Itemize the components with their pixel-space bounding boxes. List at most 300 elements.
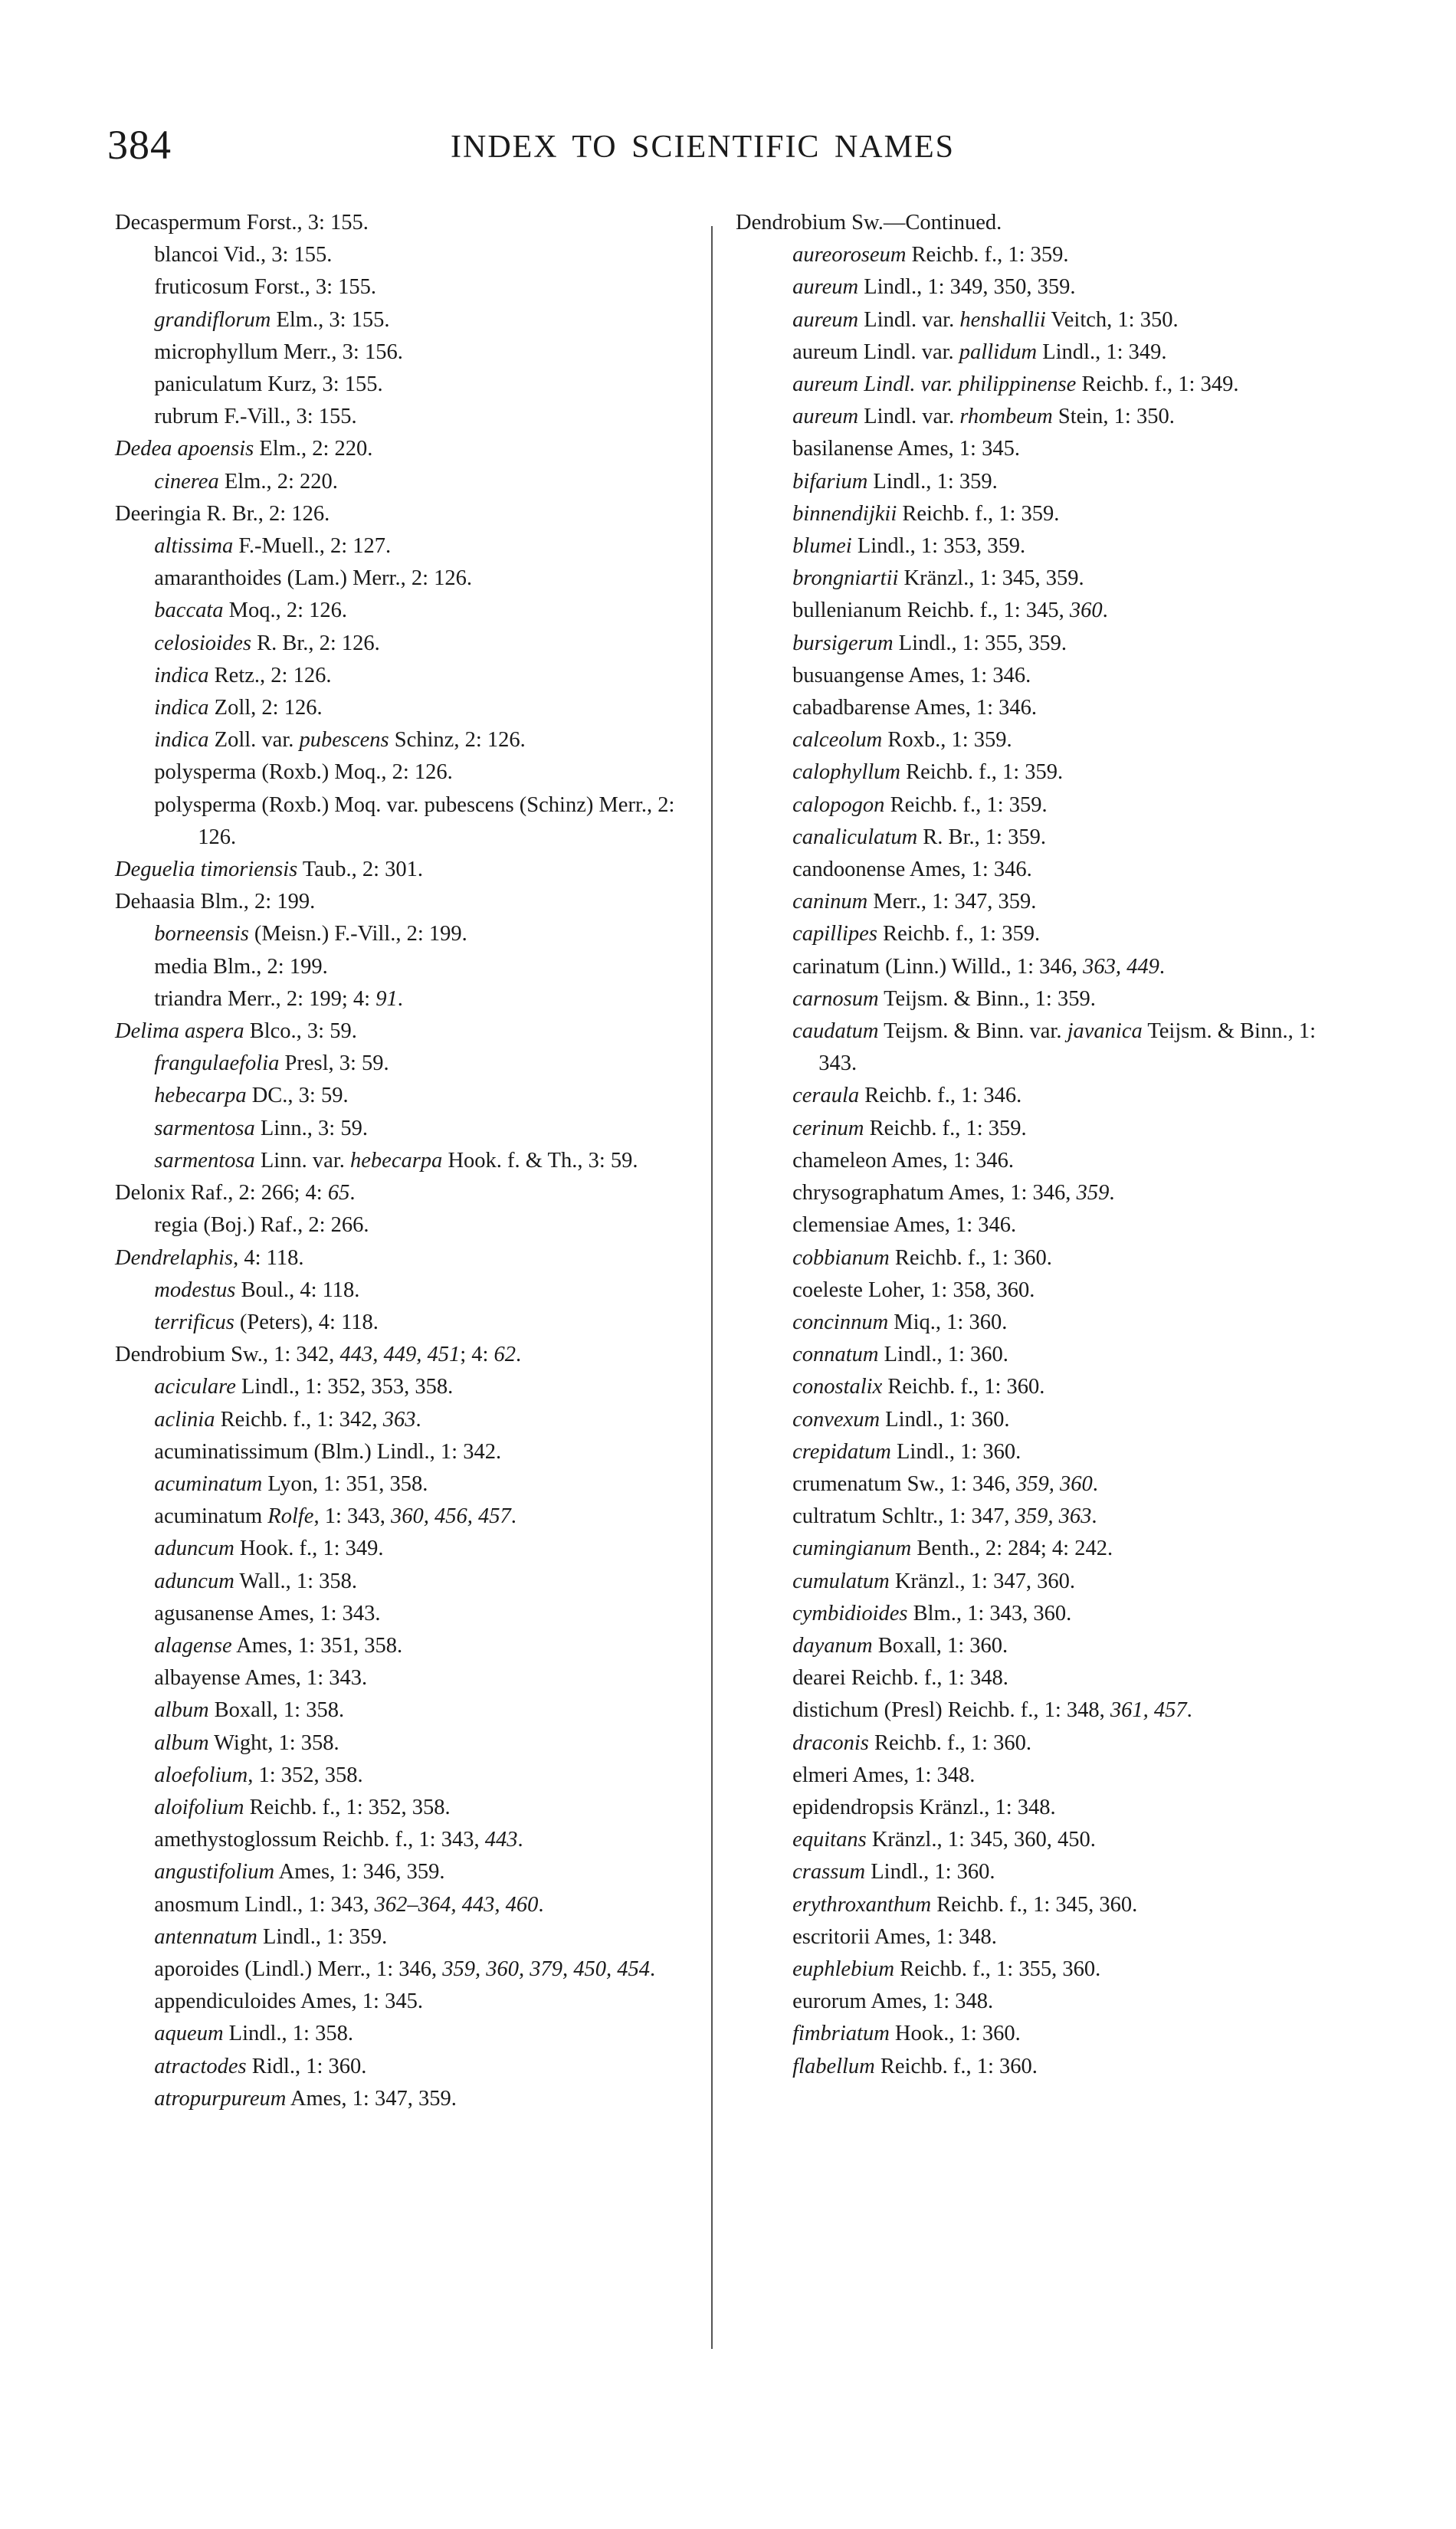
italic-text: canaliculatum: [792, 825, 918, 849]
italic-text: hebecarpa: [154, 1084, 247, 1108]
italic-text: calceolum: [792, 728, 883, 753]
entry-text: Merr., 1: 347, 359.: [867, 890, 1037, 914]
entry-text: polysperma (Roxb.) Moq., 2: 126.: [154, 760, 453, 785]
index-entry: [115, 530, 697, 563]
entry-text: Reichb. f., 1: 359.: [877, 922, 1041, 946]
italic-text: ceraula: [792, 1084, 860, 1108]
entry-text: Wall., 1: 358.: [234, 1569, 358, 1593]
index-entry: [115, 336, 697, 369]
entry-text: microphyllum Merr., 3: 156.: [154, 339, 403, 364]
italic-text: cumingianum: [792, 1537, 912, 1561]
entry-text: .: [1102, 599, 1108, 623]
index-entry: [736, 1145, 1326, 1177]
entry-text: elmeri Ames, 1: 348.: [792, 1763, 976, 1787]
entry-text: escritorii Ames, 1: 348.: [792, 1924, 997, 1949]
index-entry: [736, 1630, 1326, 1662]
italic-text: caudatum: [792, 1019, 879, 1044]
index-entry: [736, 1824, 1326, 1856]
italic-text: aloefolium: [154, 1763, 248, 1787]
italic-text: calopogon: [792, 792, 885, 817]
entry-text: Roxb., 1: 359.: [882, 728, 1012, 753]
index-entry: [736, 1371, 1326, 1403]
index-entry: [115, 1889, 697, 1921]
entry-text: , 4: 118.: [233, 1245, 304, 1270]
index-entry: [115, 1468, 697, 1501]
italic-text: hebecarpa: [350, 1148, 443, 1173]
index-entry: [115, 1080, 697, 1112]
entry-text: aporoides (Lindl.) Merr., 1: 346,: [154, 1957, 443, 1981]
entry-text: Ridl., 1: 360.: [246, 2054, 367, 2078]
index-entry: [736, 433, 1326, 465]
entry-text: Reichb. f., 1: 360.: [882, 1375, 1045, 1399]
entry-text: , 1: 352, 358.: [248, 1763, 363, 1787]
italic-text: 443: [484, 1828, 518, 1852]
index-column-right: [736, 207, 1326, 2083]
entry-text: Reichb. f., 1: 345, 360.: [931, 1892, 1138, 1917]
italic-text: 363: [382, 1407, 416, 1432]
entry-text: Lindl. var.: [858, 307, 960, 332]
italic-text: aduncum: [154, 1569, 234, 1593]
italic-text: 360: [1069, 599, 1103, 623]
italic-text: alagense: [154, 1633, 232, 1658]
entry-text: Lindl., 1: 359.: [867, 469, 998, 494]
index-entry: [115, 1630, 697, 1662]
entry-text: bullenianum Reichb. f., 1: 345,: [792, 599, 1070, 623]
entry-text: Zoll, 2: 126.: [208, 696, 323, 720]
italic-text: aciculare: [154, 1375, 236, 1399]
entry-text: appendiculoides Ames, 1: 345.: [154, 1989, 423, 2014]
italic-text: caninum: [792, 890, 868, 914]
index-entry: [736, 886, 1326, 918]
entry-text: regia (Boj.) Raf., 2: 266.: [154, 1213, 369, 1238]
index-entry: [736, 1889, 1326, 1921]
entry-text: Linn., 3: 59.: [254, 1116, 368, 1140]
index-entry: [115, 1921, 697, 1953]
italic-text: aureum: [792, 307, 859, 332]
italic-text: crassum: [792, 1860, 866, 1884]
entry-text: Reichb. f., 1: 359.: [906, 243, 1069, 267]
entry-text: Reichb. f., 1: 360.: [874, 2054, 1038, 2078]
entry-text: anosmum Lindl., 1: 343,: [154, 1892, 375, 1917]
entry-text: Stein, 1: 350.: [1052, 405, 1175, 429]
italic-text: Dedea apoensis: [115, 437, 254, 461]
index-entry: [115, 1404, 697, 1436]
italic-text: sarmentosa: [154, 1116, 255, 1140]
entry-text: Reichb. f., 1: 355, 360.: [894, 1957, 1101, 1981]
entry-text: Lindl., 1: 360.: [880, 1407, 1010, 1432]
entry-text: Taub., 2: 301.: [297, 858, 424, 882]
italic-text: aureum Lindl. var. philippinense: [792, 372, 1077, 397]
index-entry: [115, 1792, 697, 1824]
italic-text: aureoroseum: [792, 243, 907, 267]
italic-text: brongniartii: [792, 566, 899, 591]
entry-text: fruticosum Forst., 3: 155.: [154, 275, 377, 300]
index-entry: [736, 1339, 1326, 1371]
entry-text: agusanense Ames, 1: 343.: [154, 1601, 381, 1625]
index-entry: [736, 1404, 1326, 1436]
index-entry: [115, 724, 697, 756]
italic-text: 91: [375, 986, 398, 1011]
index-entry: [736, 595, 1326, 627]
entry-text: epidendropsis Kränzl., 1: 348.: [792, 1795, 1056, 1819]
italic-text: baccata: [154, 599, 224, 623]
italic-text: dayanum: [792, 1633, 873, 1658]
italic-text: henshallii: [959, 307, 1046, 332]
italic-text: convexum: [792, 1407, 880, 1432]
entry-text: Hook., 1: 360.: [889, 2022, 1021, 2046]
index-entry: [736, 1242, 1326, 1274]
entry-text: clemensiae Ames, 1: 346.: [792, 1213, 1017, 1238]
entry-text: .: [1091, 1504, 1097, 1529]
index-entry: [736, 2018, 1326, 2050]
entry-text: .: [516, 1343, 522, 1367]
index-entry: [736, 1436, 1326, 1468]
italic-text: 359, 363: [1015, 1504, 1092, 1529]
column-divider: [711, 226, 713, 2349]
index-entry: [115, 563, 697, 595]
italic-text: 359, 360: [1015, 1471, 1093, 1496]
italic-text: euphlebium: [792, 1957, 895, 1981]
index-entry: [736, 1598, 1326, 1630]
italic-text: cumulatum: [792, 1569, 890, 1593]
index-column-left: [115, 207, 697, 2115]
italic-text: antennatum: [154, 1924, 257, 1949]
index-entry: [736, 692, 1326, 724]
italic-text: bifarium: [792, 469, 868, 494]
italic-text: 65: [327, 1181, 350, 1205]
index-entry: [736, 724, 1326, 756]
entry-text: Lindl., 1: 360.: [878, 1343, 1008, 1367]
entry-text: paniculatum Kurz, 3: 155.: [154, 372, 383, 397]
entry-text: Delonix Raf., 2: 266; 4:: [115, 1181, 328, 1205]
index-entry: [115, 628, 697, 660]
page-title: INDEX TO SCIENTIFIC NAMES: [451, 130, 955, 165]
index-entry: [736, 1566, 1326, 1598]
entry-text: Lindl., 1: 349.: [1037, 339, 1167, 364]
index-entry: [736, 466, 1326, 498]
entry-text: Elm., 2: 220.: [218, 469, 338, 494]
italic-text: aureum: [792, 275, 859, 300]
entry-text: .: [1109, 1181, 1115, 1205]
index-entry: [115, 1436, 697, 1468]
italic-text: 360, 456, 457: [391, 1504, 511, 1529]
italic-text: blumei: [792, 534, 852, 559]
page-number: 384: [107, 122, 172, 168]
index-entry: [736, 1662, 1326, 1694]
entry-text: Boul., 4: 118.: [235, 1278, 360, 1302]
entry-text: Lyon, 1: 351, 358.: [262, 1471, 428, 1496]
italic-text: aureum: [792, 405, 859, 429]
italic-text: acuminatum: [154, 1471, 263, 1496]
index-entry: [115, 369, 697, 401]
entry-text: Elm., 2: 220.: [254, 437, 373, 461]
entry-text: .: [510, 1504, 516, 1529]
entry-text: Zoll. var.: [208, 728, 300, 753]
entry-text: Lindl., 1: 355, 359.: [893, 631, 1067, 655]
entry-text: polysperma (Roxb.) Moq. var. pubescens (Schinz) Merr., 2: 126.: [154, 792, 675, 849]
index-entry: [115, 1145, 697, 1177]
italic-text: cerinum: [792, 1116, 864, 1140]
italic-text: atropurpureum: [154, 2086, 287, 2111]
index-entry: [736, 789, 1326, 822]
entry-text: Reichb. f., 1: 359.: [900, 760, 1064, 785]
entry-text: Linn. var.: [254, 1148, 351, 1173]
entry-text: Teijsm. & Binn., 1: 343.: [818, 1019, 1317, 1076]
index-entry: [736, 1468, 1326, 1501]
italic-text: connatum: [792, 1343, 879, 1367]
index-entry: [115, 660, 697, 692]
index-entry: [736, 1177, 1326, 1209]
entry-text: Reichb. f., 1: 352, 358.: [244, 1795, 451, 1819]
entry-text: Lindl., 1: 359.: [257, 1924, 388, 1949]
index-entry: [736, 336, 1326, 369]
entry-text: Decaspermum Forst., 3: 155.: [115, 211, 369, 235]
italic-text: sarmentosa: [154, 1148, 255, 1173]
index-entry: [736, 369, 1326, 401]
italic-text: 362–364, 443, 460: [374, 1892, 539, 1917]
entry-text: .: [349, 1181, 356, 1205]
entry-text: .: [1159, 954, 1166, 979]
entry-text: DC., 3: 59.: [246, 1084, 349, 1108]
entry-text: Lindl., 1: 358.: [223, 2022, 353, 2046]
entry-text: Lindl., 1: 360.: [890, 1439, 1021, 1464]
index-entry: [115, 1566, 697, 1598]
index-entry: [736, 1209, 1326, 1242]
entry-text: chameleon Ames, 1: 346.: [792, 1148, 1015, 1173]
index-entry: [736, 1694, 1326, 1727]
index-entry: [736, 1727, 1326, 1760]
entry-text: Kränzl., 1: 345, 359.: [898, 566, 1084, 591]
index-entry: [115, 595, 697, 627]
index-entry: [115, 1242, 697, 1274]
entry-text: Lindl., 1: 360.: [865, 1860, 995, 1884]
index-entry: [115, 498, 697, 530]
index-entry: [115, 1760, 697, 1792]
entry-text: ; 4:: [460, 1343, 494, 1367]
entry-text: Reichb. f., 1: 342,: [215, 1407, 383, 1432]
entry-text: candoonense Ames, 1: 346.: [792, 858, 1032, 882]
entry-text: .: [517, 1828, 523, 1852]
entry-text: .: [1092, 1471, 1098, 1496]
italic-text: 443, 449, 451: [339, 1343, 461, 1367]
italic-text: album: [154, 1698, 209, 1723]
italic-text: carnosum: [792, 986, 879, 1011]
entry-text: Dendrobium Sw., 1: 342,: [115, 1343, 340, 1367]
entry-text: Ames, 1: 346, 359.: [274, 1860, 445, 1884]
italic-text: fimbriatum: [792, 2022, 890, 2046]
italic-text: aclinia: [154, 1407, 215, 1432]
index-entry: [115, 1533, 697, 1565]
italic-text: Delima aspera: [115, 1019, 244, 1044]
entry-text: Benth., 2: 284; 4: 242.: [911, 1537, 1113, 1561]
index-entry: [115, 1824, 697, 1856]
entry-text: amaranthoides (Lam.) Merr., 2: 126.: [154, 566, 473, 591]
index-entry: [115, 1339, 697, 1371]
index-entry: [736, 660, 1326, 692]
entry-text: crumenatum Sw., 1: 346,: [792, 1471, 1016, 1496]
entry-text: aureum Lindl. var.: [792, 339, 959, 364]
index-entry: [736, 1760, 1326, 1792]
italic-text: javanica: [1067, 1019, 1143, 1044]
entry-text: Kränzl., 1: 345, 360, 450.: [866, 1828, 1096, 1852]
entry-text: R. Br., 2: 126.: [251, 631, 380, 655]
entry-text: , 1: 343,: [313, 1504, 391, 1529]
entry-text: Lindl., 1: 353, 359.: [851, 534, 1026, 559]
entry-text: Schinz, 2: 126.: [389, 728, 526, 753]
italic-text: cinerea: [154, 469, 219, 494]
italic-text: pallidum: [959, 339, 1038, 364]
italic-text: crepidatum: [792, 1439, 891, 1464]
italic-text: bursigerum: [792, 631, 894, 655]
entry-text: (Peters), 4: 118.: [234, 1310, 379, 1334]
entry-text: Veitch, 1: 350.: [1045, 307, 1179, 332]
italic-text: binnendijkii: [792, 501, 897, 526]
italic-text: concinnum: [792, 1310, 889, 1334]
index-entry: [115, 1501, 697, 1533]
italic-text: indica: [154, 728, 209, 753]
index-entry: [736, 822, 1326, 854]
index-entry: [115, 951, 697, 983]
entry-text: .: [538, 1892, 544, 1917]
entry-text: .: [397, 986, 403, 1011]
index-entry: [736, 1533, 1326, 1565]
entry-text: Ames, 1: 347, 359.: [286, 2086, 457, 2111]
entry-text: Kränzl., 1: 347, 360.: [889, 1569, 1075, 1593]
italic-text: calophyllum: [792, 760, 900, 785]
italic-text: 359: [1076, 1181, 1110, 1205]
entry-text: F.-Muell., 2: 127.: [233, 534, 392, 559]
entry-text: .: [650, 1957, 656, 1981]
entry-text: Dehaasia Blm., 2: 199.: [115, 890, 316, 914]
italic-text: terrificus: [154, 1310, 234, 1334]
entry-text: Blco., 3: 59.: [244, 1019, 357, 1044]
index-entry: [115, 1113, 697, 1145]
index-entry: [115, 918, 697, 950]
entry-text: cultratum Schltr., 1: 347,: [792, 1504, 1015, 1529]
italic-text: aduncum: [154, 1537, 234, 1561]
index-entry: [115, 1274, 697, 1307]
entry-text: cabadbarense Ames, 1: 346.: [792, 696, 1038, 720]
entry-text: Elm., 3: 155.: [271, 307, 390, 332]
italic-text: frangulaefolia: [154, 1051, 280, 1076]
entry-text: Ames, 1: 351, 358.: [231, 1633, 403, 1658]
italic-text: indica: [154, 663, 209, 687]
italic-text: celosioides: [154, 631, 251, 655]
entry-text: Teijsm. & Binn., 1: 359.: [878, 986, 1096, 1011]
entry-text: Blm., 1: 343, 360.: [907, 1601, 1072, 1625]
entry-text: Reichb. f., 1: 360.: [889, 1245, 1052, 1270]
italic-text: Rolfe: [267, 1504, 314, 1529]
index-entry: [115, 1177, 697, 1209]
entry-text: coeleste Loher, 1: 358, 360.: [792, 1278, 1035, 1302]
entry-text: Lindl., 1: 352, 353, 358.: [235, 1375, 454, 1399]
index-entry: [736, 271, 1326, 303]
italic-text: Dendrelaphis: [115, 1245, 234, 1270]
italic-text: aqueum: [154, 2022, 224, 2046]
index-entry: [736, 1856, 1326, 1888]
italic-text: indica: [154, 696, 209, 720]
entry-text: busuangense Ames, 1: 346.: [792, 663, 1031, 687]
index-entry: [736, 1015, 1326, 1080]
index-entry: [736, 207, 1326, 239]
entry-text: triandra Merr., 2: 199; 4:: [154, 986, 376, 1011]
entry-text: .: [1186, 1698, 1192, 1723]
index-entry: [115, 271, 697, 303]
index-entry: [736, 628, 1326, 660]
italic-text: 363, 449: [1083, 954, 1159, 979]
index-entry: [115, 1307, 697, 1339]
index-entry: [115, 466, 697, 498]
entry-text: Wight, 1: 358.: [208, 1730, 339, 1755]
index-entry: [115, 854, 697, 886]
entry-text: Lindl., 1: 349, 350, 359.: [858, 275, 1076, 300]
index-entry: [115, 1048, 697, 1080]
entry-text: rubrum F.-Vill., 3: 155.: [154, 405, 357, 429]
entry-text: carinatum (Linn.) Willd., 1: 346,: [792, 954, 1084, 979]
index-entry: [736, 756, 1326, 789]
index-entry: [736, 918, 1326, 950]
index-entry: [736, 1113, 1326, 1145]
entry-text: Hook. f., 1: 349.: [234, 1537, 384, 1561]
entry-text: Deeringia R. Br., 2: 126.: [115, 501, 330, 526]
entry-text: Dendrobium Sw.—Continued.: [736, 211, 1002, 235]
entry-text: Reichb. f., 1: 346.: [859, 1084, 1022, 1108]
italic-text: borneensis: [154, 922, 249, 946]
index-entry: [736, 2051, 1326, 2083]
italic-text: angustifolium: [154, 1860, 275, 1884]
index-entry: [115, 1371, 697, 1403]
entry-text: distichum (Presl) Reichb. f., 1: 348,: [792, 1698, 1110, 1723]
index-entry: [115, 433, 697, 465]
index-entry: [736, 530, 1326, 563]
entry-text: Reichb. f., 1: 359.: [884, 792, 1048, 817]
index-entry: [736, 951, 1326, 983]
index-entry: [115, 692, 697, 724]
index-entry: [736, 304, 1326, 336]
entry-text: Retz., 2: 126.: [208, 663, 332, 687]
italic-text: pubescens: [299, 728, 389, 753]
italic-text: conostalix: [792, 1375, 883, 1399]
index-entry: [115, 1694, 697, 1727]
italic-text: erythroxanthum: [792, 1892, 932, 1917]
index-entry: [736, 563, 1326, 595]
italic-text: cobbianum: [792, 1245, 890, 1270]
italic-text: 359, 360, 379, 450, 454: [442, 1957, 651, 1981]
entry-text: Miq., 1: 360.: [888, 1310, 1008, 1334]
italic-text: cymbidioides: [792, 1601, 908, 1625]
index-entry: [736, 1953, 1326, 1986]
index-entry: [736, 1274, 1326, 1307]
index-entry: [736, 1080, 1326, 1112]
entry-text: Reichb. f., 1: 359.: [897, 501, 1060, 526]
entry-text: dearei Reichb. f., 1: 348.: [792, 1666, 1008, 1691]
index-entry: [736, 983, 1326, 1015]
entry-text: acuminatissimum (Blm.) Lindl., 1: 342.: [154, 1439, 502, 1464]
italic-text: grandiflorum: [154, 307, 271, 332]
index-entry: [115, 1662, 697, 1694]
italic-text: Deguelia timoriensis: [115, 858, 298, 882]
index-entry: [115, 239, 697, 271]
entry-text: Hook. f. & Th., 3: 59.: [442, 1148, 638, 1173]
entry-text: Presl, 3: 59.: [279, 1051, 389, 1076]
entry-text: eurorum Ames, 1: 348.: [792, 1989, 994, 2014]
entry-text: .: [415, 1407, 421, 1432]
italic-text: capillipes: [792, 922, 877, 946]
italic-text: 361, 457: [1110, 1698, 1187, 1723]
index-entry: [736, 1307, 1326, 1339]
index-entry: [115, 401, 697, 433]
index-entry: [115, 2051, 697, 2083]
